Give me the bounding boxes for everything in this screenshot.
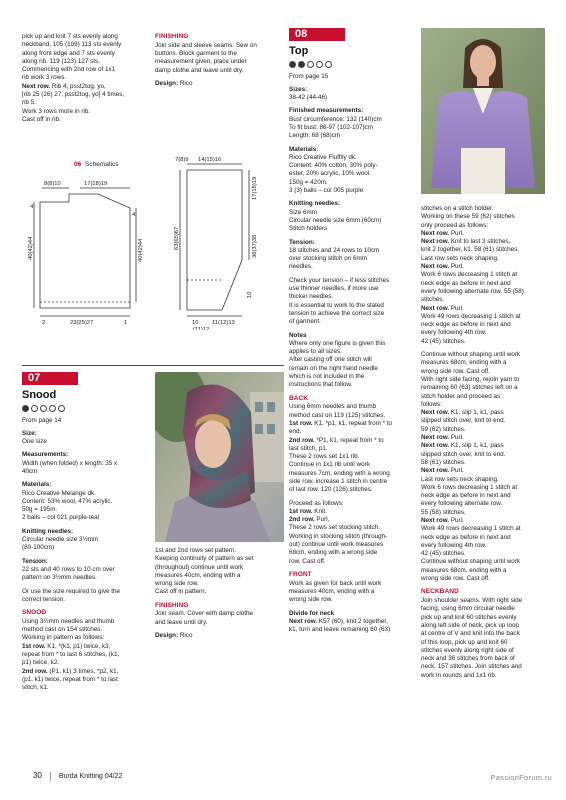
- text-line: slipped stitch over, knit to end.: [421, 417, 506, 425]
- text-line: 68cm, ending with a wrong side: [289, 549, 378, 557]
- difficulty-dot-filled: [22, 405, 29, 412]
- text-line: of last row. 120 (126) stitches.: [289, 486, 373, 494]
- text-line: applies to all sizes.: [289, 348, 342, 356]
- text-line: 22 sts and 40 rows to 10 cm over: [22, 565, 115, 573]
- text-line: pick up and knit 7 sts evenly along: [22, 33, 118, 40]
- text-line: neck and 36 stitches from back of: [421, 655, 515, 663]
- text-line: 55 (58) stitches.: [421, 508, 466, 516]
- text-line: 40cm: [22, 468, 38, 475]
- text-line: Work 6 rows decreasing 1 stitch at: [421, 271, 518, 279]
- text-line: damp clothe and leave until dry.: [155, 66, 244, 74]
- text-line: 42 (45) stitches.: [421, 337, 466, 345]
- text-line: Using 6mm needles and thumb: [289, 403, 377, 411]
- text-line: Stitch holders: [289, 225, 328, 233]
- text-line: Cast off in pattern.: [155, 588, 207, 596]
- text-line: remain on the right hand needle: [289, 364, 378, 372]
- text-line: every following 4th row.: [421, 329, 487, 337]
- text-line: measures 40cm, ending with a: [289, 587, 375, 595]
- text-line: stitches on a stitch holder.: [421, 205, 494, 212]
- text-line: Bust circumference: 132 (140)cm: [289, 115, 382, 123]
- text-line: and leave until dry.: [155, 618, 208, 626]
- text-line: every following alternate row. 55 (58): [421, 287, 524, 295]
- text-line: Working in stocking stitch (through-: [289, 532, 388, 540]
- text-line: Commencing with 2nd row of 1x1: [22, 66, 116, 74]
- text-line: Work as given for back until work: [289, 579, 382, 587]
- section-divider-07: [22, 365, 284, 366]
- text-line: Next row. Rib 4, psst2tog, yo,: [22, 82, 106, 90]
- col4: [421, 205, 549, 680]
- sleeve-outline: [187, 170, 242, 310]
- text-line: Work 49 rows decreasing 1 stitch at: [421, 312, 521, 320]
- text-line: neck. 157 stitches. Join stitches and: [421, 663, 522, 671]
- text-line: along rib. 119 (123) 127 sts.: [22, 57, 100, 65]
- text-line: at centre of V and knit into the back: [421, 630, 520, 638]
- text-line: Continue without shaping until work: [421, 558, 521, 566]
- text-line: wrong side row. Cast off.: [421, 367, 490, 375]
- text-line: 1st and 2nd rows set pattern.: [155, 547, 237, 554]
- text-line: It is essential to work to the stated: [289, 301, 384, 309]
- text-line: 58 (61) stitches.: [421, 458, 466, 466]
- svg-text:17(18)19: 17(18)19: [252, 176, 258, 200]
- text-line: out) continue until work measures: [289, 541, 384, 549]
- schematic-title: Schematics: [85, 161, 119, 168]
- text-line: These 2 rows set stocking stitch.: [289, 524, 380, 532]
- instruction-row: Next row. K1, slip 1, k1, pass: [421, 409, 504, 417]
- top-photo: [421, 28, 545, 194]
- text-line: only proceed as follows:: [421, 221, 489, 229]
- text-line: along left side of neck, pick up loop: [421, 621, 520, 629]
- text-line: Join side and sleeve seams. Sew on: [155, 41, 257, 49]
- text-line: To fit bust: 86-97 (102-107)cm: [289, 124, 373, 131]
- text-line: neck edge as before in next and: [421, 279, 511, 287]
- text-line: every following 4th row.: [421, 541, 487, 549]
- schematic-drawing: [22, 150, 284, 330]
- text-line: method cast on 119 (125) stitches.: [289, 411, 386, 419]
- text-line: Content: 53% wool, 47% acrylic.: [22, 497, 113, 505]
- text-line: row. Cast off.: [289, 557, 326, 565]
- text-line: Last row sets neck shaping.: [421, 475, 499, 483]
- text-line: Work 3 rows more in rib.: [22, 107, 91, 115]
- text-line: stitch holder and proceed as: [421, 392, 501, 400]
- col1-top: [22, 33, 150, 124]
- col2-top: [155, 33, 281, 88]
- text-line: Join seam. Cover with damp clothe: [155, 610, 253, 618]
- text-line: 59 (62) stitches.: [421, 425, 466, 433]
- instruction-row: Next row. Purl.: [421, 229, 464, 237]
- text-line: pattern on 3½mm needles.: [22, 574, 97, 582]
- text-line: Rico Creative Fluffily dk.: [289, 153, 357, 161]
- text-line: buttons. Block garment to the: [155, 50, 237, 57]
- text-line: tension to achieve the correct size: [289, 309, 385, 317]
- svg-text:10: 10: [247, 291, 253, 298]
- text-line: stitches evenly along right side of: [421, 646, 514, 654]
- text-line: (80-100cm): [22, 544, 55, 552]
- text-line: rib work 3 rows.: [22, 74, 67, 82]
- text-line: Where only one figure is given this: [289, 339, 386, 347]
- design-credit: Design: Rico: [155, 79, 193, 87]
- text-line: measurement given, place under: [155, 58, 247, 66]
- finishing-heading: FINISHING: [155, 33, 189, 40]
- text-line: (throughout) continue until work: [155, 563, 244, 571]
- text-line: use thinner needles, if more use: [289, 285, 379, 293]
- text-line: Last row sets neck shaping.: [421, 254, 499, 262]
- text-line: measures 68cm, ending with a: [421, 359, 507, 367]
- text-line: rib 5.: [22, 99, 36, 107]
- text-line: Length: 68 (68)cm: [289, 132, 341, 140]
- text-line: Circular needle size 6mm (60cm): [289, 216, 382, 224]
- instruction-row: Next row. Purl.: [421, 434, 464, 442]
- text-line: These 2 rows set 1x1 rib.: [289, 453, 360, 461]
- instruction-row: Next row. Purl.: [421, 467, 464, 475]
- text-line: 2 balls – col 021 purple-teal: [22, 514, 100, 522]
- text-line: neckband, 105 (109) 113 sts evenly: [22, 41, 122, 49]
- instruction-row: Next row. Purl.: [421, 263, 464, 271]
- text-line: correct tension.: [22, 595, 66, 603]
- svg-text:11(12)13: 11(12)13: [212, 320, 235, 326]
- text-line: measures 68cm, ending with a: [421, 566, 507, 574]
- instruction-row: Next row. Purl.: [421, 516, 464, 524]
- text-line: thicker needles.: [289, 293, 334, 301]
- text-line: Cast off in rib.: [22, 115, 61, 123]
- text-line: needles.: [289, 263, 313, 271]
- text-line: Continue without shaping until work: [421, 351, 521, 359]
- svg-text:14(15)16: 14(15)16: [198, 157, 222, 163]
- text-line: remaining 60 (63) stitches left on a: [421, 384, 518, 392]
- instruction-row: Next row. Purl.: [421, 304, 464, 312]
- text-line: Working on these 59 (62) stitches: [421, 213, 515, 221]
- text-line: wrong side row.: [155, 580, 199, 588]
- text-line: neck edge as before in next and: [421, 492, 511, 500]
- text-line: measures 40cm, ending with a: [155, 571, 241, 579]
- text-line: 150g = 420m.: [289, 178, 328, 186]
- text-line: Width (when folded) x length: 35 x: [22, 459, 118, 467]
- text-line: Keeping continuity of pattern as set: [155, 555, 254, 563]
- text-line: every following alternate row.: [421, 500, 503, 508]
- snood-photo: [155, 372, 284, 542]
- text-line: which is not included in the: [289, 373, 365, 381]
- col2-bottom: 1st and 2nd rows set pattern. Keeping continuity of pattern as set (throughout) continue until work measures 40cm, ending with a wrong side row. Cast off in pattern. FINISHING Join seam. Cover with damp clothe and leave until dry. Design: Rico: [155, 547, 283, 640]
- text-line: work in rounds and 1x1 rib.: [421, 671, 497, 679]
- text-line: Circular needle size 3½mm: [22, 536, 99, 544]
- svg-text:4: 4: [132, 212, 136, 218]
- text-line: of this loop, pick up and knit 60: [421, 638, 508, 646]
- svg-text:2: 2: [42, 320, 46, 326]
- neckband-heading: NECKBAND: [421, 588, 459, 596]
- svg-text:23(25)27: 23(25)27: [70, 320, 94, 326]
- text-line: slipped stitch over, knit to end.: [421, 450, 506, 458]
- text-line: Rico Creative Melange dk.: [22, 489, 96, 497]
- text-line: 3 (3) balls – col 005 purple: [289, 187, 364, 195]
- text-line: along front edge and 7 sts evenly: [22, 49, 115, 57]
- text-line: facing, using 6mm circular needle: [421, 605, 515, 613]
- page-number: 30: [33, 771, 42, 781]
- text-line: Or use the size required to give the: [22, 587, 121, 595]
- text-line: method cast on 154 stitches.: [22, 626, 103, 634]
- svg-text:7(8)9: 7(8)9: [175, 157, 189, 163]
- text-line: pick up and knit 60 stitches evenly: [421, 613, 517, 621]
- text-line: stitches.: [421, 296, 445, 304]
- text-line: over stocking stitch on 6mm: [289, 255, 368, 263]
- svg-text:63(65)67: 63(65)67: [174, 226, 180, 250]
- watermark: PassionForum.ru: [490, 773, 552, 783]
- text-line: Working in pattern as follows:: [22, 634, 105, 642]
- pattern-title: Snood: [22, 389, 57, 401]
- pattern-07: 07 Snood From page 14 Size: One size Measurements: Width (when folded) x length: 35 x 40cm Materials: Rico Creative Melange dk. Content: 53% wool, 47% acrylic. 50g = 195m. 2 balls – col 021 purple-teal Knitting needles: Circular needle size 3½mm (80-100cm) Tension: 22 sts and 40 rows to 10 cm over pattern on 3½mm needles. Or use the size required to give the correct tension. SNOOD Using 3½mm needles and thumb method cast on 154 stitches. Working in pattern as follows: 1st row. K1, *(k1, p1) twice, k3, repeat from * to last 6 stitches, (k1, p1) twice, k2. 2nd row. (P1, k1) 3 times, *p2, k1, (p1, k1) twice, repeat from * to last stitch, k1.: [22, 372, 150, 693]
- schematic-number: 06: [74, 161, 82, 168]
- difficulty-dots: [22, 405, 150, 412]
- pattern-number-badge: 08: [289, 28, 345, 41]
- svg-text:8(8)10: 8(8)10: [44, 181, 61, 187]
- text-line: measures 7cm, ending with a wrong: [289, 469, 390, 477]
- instruction-row: Next row. K1, slip 1, k1, pass: [421, 442, 504, 450]
- svg-text:17(18)19: 17(18)19: [84, 181, 108, 187]
- magazine-name: Burda Knitting 04/22: [58, 773, 123, 781]
- text-line: neck edge as before in next and: [421, 533, 511, 541]
- text-line: 42 (45) stitches.: [421, 550, 466, 558]
- text-line: 50g = 195m.: [22, 506, 58, 514]
- text-line: Work 49 rows decreasing 1 stitch at: [421, 525, 521, 533]
- svg-text:40(42)44: 40(42)44: [28, 236, 34, 260]
- body-outline: [40, 194, 130, 308]
- difficulty-dots: [289, 61, 417, 68]
- svg-text:10: 10: [192, 320, 199, 326]
- text-line: 18 stitches and 24 rows to 10cm: [289, 246, 380, 254]
- svg-text:36(37)38: 36(37)38: [252, 234, 258, 258]
- text-line: knit 2 together, k1. 58 (61) stitches.: [421, 246, 520, 254]
- text-line: Using 3½mm needles and thumb: [22, 617, 115, 625]
- text-line: of garment.: [289, 318, 321, 326]
- text-line: ester, 20% acrylic, 10% wool.: [289, 170, 371, 178]
- text-line: Content: 40% cotton, 30% poly-: [289, 162, 378, 170]
- text-line: neck edge as before in next and: [421, 321, 511, 329]
- pattern-08: 08 Top From page 15 Sizes: 38-42 (44-46) Finished measurements: Bust circumference: 132 (140)cm To fit bust: 86-97 (102-107)cm Length: 68 (68)cm Materials: Rico Creative Fluffily dk. Content: 40% cotton, 30% poly- ester, 20% acrylic, 10% wool. 150g = 420m. 3 (3) balls – col 005 purple Knitting needles: Size 6mm Circular needle size 6mm (60cm) Stitch holders Tension: 18 stitches and 24 rows to 10cm over stocking stitch on 6mm needles. Check your tension – if less stitches use thinner needles, if more use thicker needles. It is essential to work to the stated tension to achieve the correct size of garment. Notes Where only one figure is given this applies to all sizes. After casting off one stitch will remain on the right hand needle which is not included in the instructions that follow. BACK Using 6mm needles and thumb method cast on 119 (125) stitches. 1st row. K1, *p1, k1, repeat from * to end. 2nd row. *P1, k1, repeat from * to last stitch, p1. These 2 rows set 1x1 rib. Continue in 1x1 rib until work measures 7cm, ending with a wrong side row, increase 1 stitch in centre of last row. 120 (126) stitches. Proceed as follows: 1st row. Knit. 2nd row. Purl. These 2 rows set stocking stitch. Working in stocking stitch (through- out) continue until work measures 68cm, ending with a wrong side row. Cast off. FRONT Work as given for back until work measures 40cm, ending with a wrong side row. Divide for neck Next row. K57 (60), knit 2 together, k1, turn and leave remaining 60 (63): [289, 28, 417, 634]
- schematics: [22, 150, 284, 330]
- instruction-row: Next row. Knit to last 3 stitches,: [421, 238, 511, 246]
- svg-text:(11)12: (11)12: [193, 327, 210, 330]
- svg-text:40(42)44: 40(42)44: [138, 238, 144, 262]
- svg-text:4: 4: [30, 204, 34, 210]
- text-line: instructions that follow.: [289, 381, 353, 389]
- svg-text:1: 1: [124, 320, 128, 326]
- text-line: wrong side row. Cast off.: [421, 575, 490, 583]
- text-line: After casting off one stitch will: [289, 356, 372, 364]
- text-line: follows:: [421, 400, 442, 408]
- page-footer: [33, 771, 122, 782]
- pattern-title: Top: [289, 45, 309, 57]
- text-line: Size 6mm: [289, 208, 317, 216]
- text-line: Continue in 1x1 rib until work: [289, 461, 370, 469]
- text-line: Work 6 rows decreasing 1 stitch at: [421, 483, 518, 491]
- text-line: Join shoulder seams. With right side: [421, 597, 523, 605]
- text-line: With right side facing, rejoin yarn to: [421, 375, 520, 383]
- text-line: [rib 25 (26) 27, psst2tog, yo] 4 times,: [22, 91, 125, 99]
- text-line: wrong side row.: [289, 596, 333, 604]
- text-line: Check your tension – if less stitches: [289, 276, 390, 284]
- text-line: side row, increase 1 stitch in centre: [289, 477, 387, 485]
- pattern-number-badge: 07: [22, 372, 78, 385]
